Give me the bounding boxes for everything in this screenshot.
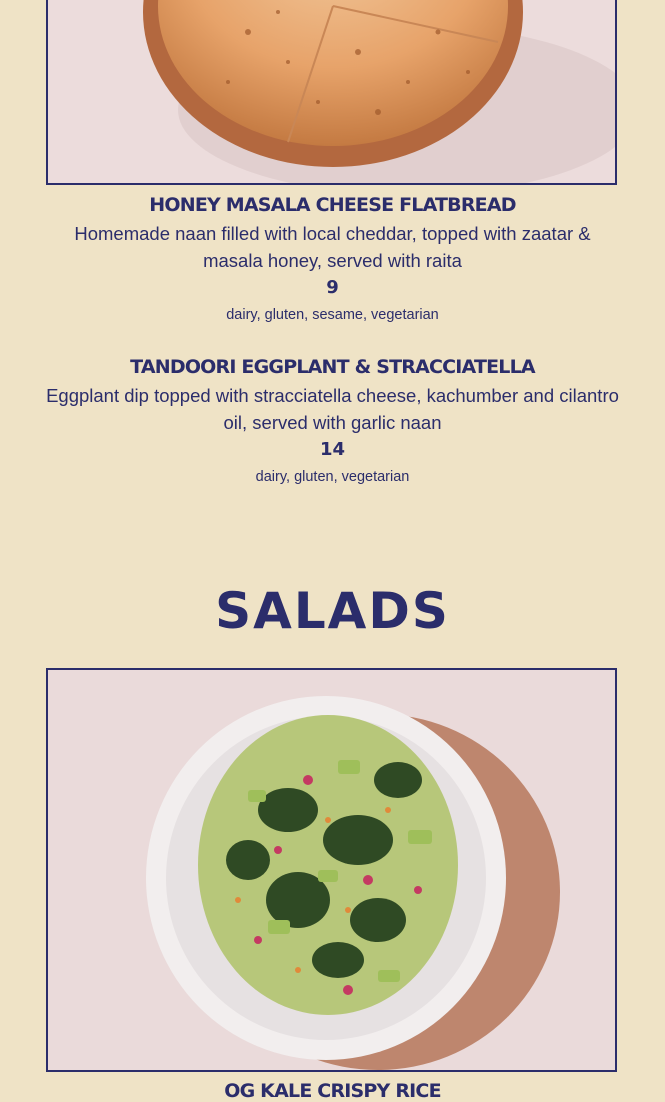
kale-salad-photo [46, 668, 617, 1072]
dish-name: OG KALE CRISPY RICE [224, 1080, 441, 1102]
section-title: SALADS [215, 582, 450, 640]
dish-description: Homemade naan filled with local cheddar, topped with zaatar & masala honey, served with raita [74, 223, 591, 271]
flatbread-photo [46, 0, 617, 185]
salad-image [48, 670, 617, 1072]
flatbread-image [48, 0, 617, 185]
menu-item [0, 356, 665, 491]
dish-name: HONEY MASALA CHEESE FLATBREAD [149, 194, 516, 216]
dish-dietary-tags: dairy, gluten, sesame, vegetarian [226, 307, 439, 323]
menu-item [0, 194, 665, 329]
dish-price: 14 [319, 439, 346, 460]
dish-price: 9 [326, 277, 339, 298]
dish-description: Eggplant dip topped with stracciatella cheese, kachumber and cilantro oil, served with garlic naan [46, 385, 619, 433]
dish-dietary-tags: dairy, gluten, vegetarian [255, 469, 410, 485]
dish-name: TANDOORI EGGPLANT & STRACCIATELLA [130, 356, 535, 378]
